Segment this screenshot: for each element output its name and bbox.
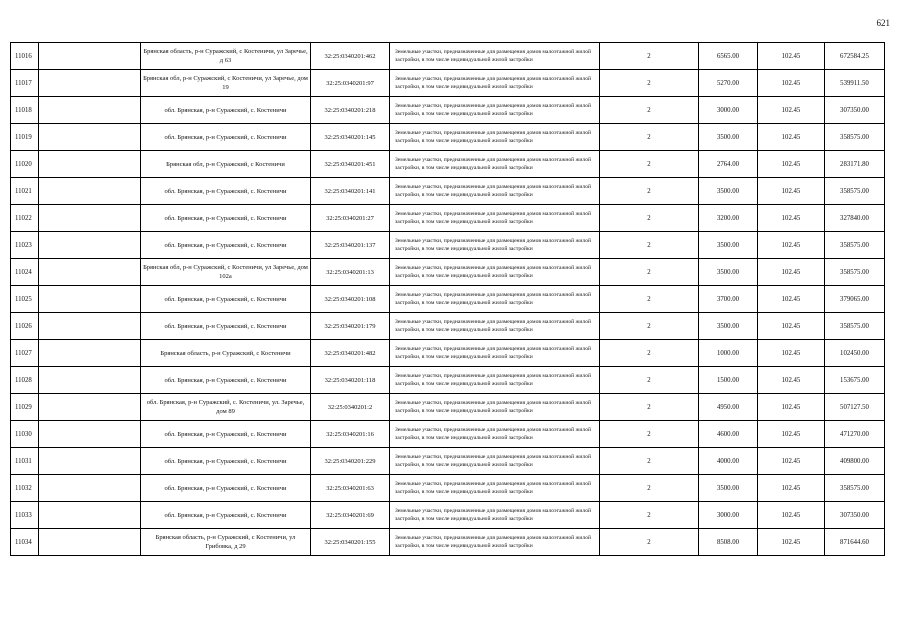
category-cell: 2 bbox=[600, 475, 699, 502]
spacer-cell bbox=[39, 421, 141, 448]
address-cell: обл. Брянская, р-н Суражский, с. Костеничи bbox=[141, 313, 311, 340]
cadastral-number-cell: 32:25:0340201:145 bbox=[311, 124, 390, 151]
land-use-type-cell: Земельные участки, предназначенные для размещения домов малоэтажной жилой застройки, в том числе индивидуальной жилой застройки bbox=[390, 502, 600, 529]
row-number: 11022 bbox=[11, 205, 39, 232]
spacer-cell bbox=[39, 367, 141, 394]
rate-cell: 102.45 bbox=[758, 394, 825, 421]
land-use-type-cell: Земельные участки, предназначенные для размещения домов малоэтажной жилой застройки, в том числе индивидуальной жилой застройки bbox=[390, 475, 600, 502]
spacer-cell bbox=[39, 124, 141, 151]
row-number: 11030 bbox=[11, 421, 39, 448]
category-cell: 2 bbox=[600, 178, 699, 205]
land-use-type-cell: Земельные участки, предназначенные для размещения домов малоэтажной жилой застройки, в том числе индивидуальной жилой застройки bbox=[390, 151, 600, 178]
rate-cell: 102.45 bbox=[758, 43, 825, 70]
cadastral-cost-cell: 307350.00 bbox=[825, 97, 885, 124]
category-cell: 2 bbox=[600, 421, 699, 448]
table-row bbox=[11, 232, 885, 259]
address-cell: обл. Брянская, р-н Суражский, с. Костеничи bbox=[141, 124, 311, 151]
table-row bbox=[11, 313, 885, 340]
table-row bbox=[11, 529, 885, 556]
cadastral-cost-cell: 871644.60 bbox=[825, 529, 885, 556]
table-row bbox=[11, 502, 885, 529]
cadastral-number-cell: 32:25:0340201:97 bbox=[311, 70, 390, 97]
row-number: 11033 bbox=[11, 502, 39, 529]
row-number: 11032 bbox=[11, 475, 39, 502]
cadastral-cost-cell: 358575.00 bbox=[825, 178, 885, 205]
row-number: 11021 bbox=[11, 178, 39, 205]
spacer-cell bbox=[39, 286, 141, 313]
spacer-cell bbox=[39, 259, 141, 286]
cadastral-number-cell: 32:25:0340201:118 bbox=[311, 367, 390, 394]
cadastral-number-cell: 32:25:0340201:16 bbox=[311, 421, 390, 448]
table-row bbox=[11, 151, 885, 178]
rate-cell: 102.45 bbox=[758, 259, 825, 286]
category-cell: 2 bbox=[600, 394, 699, 421]
row-number: 11026 bbox=[11, 313, 39, 340]
cadastral-cost-cell: 358575.00 bbox=[825, 232, 885, 259]
category-cell: 2 bbox=[600, 367, 699, 394]
area-cell: 4950.00 bbox=[699, 394, 758, 421]
table-row bbox=[11, 70, 885, 97]
address-cell: обл. Брянская, р-н Суражский, с. Костеничи bbox=[141, 178, 311, 205]
land-use-type-cell: Земельные участки, предназначенные для размещения домов малоэтажной жилой застройки, в том числе индивидуальной жилой застройки bbox=[390, 529, 600, 556]
rate-cell: 102.45 bbox=[758, 124, 825, 151]
row-number: 11025 bbox=[11, 286, 39, 313]
area-cell: 3500.00 bbox=[699, 178, 758, 205]
rate-cell: 102.45 bbox=[758, 70, 825, 97]
area-cell: 3500.00 bbox=[699, 313, 758, 340]
cadastral-cost-cell: 358575.00 bbox=[825, 124, 885, 151]
land-use-type-cell: Земельные участки, предназначенные для размещения домов малоэтажной жилой застройки, в том числе индивидуальной жилой застройки bbox=[390, 421, 600, 448]
address-cell: обл. Брянская, р-н Суражский, с. Костеничи bbox=[141, 286, 311, 313]
cadastral-cost-cell: 283171.80 bbox=[825, 151, 885, 178]
address-cell: Брянская область, р-н Суражский, с Костеничи bbox=[141, 340, 311, 367]
table-row bbox=[11, 178, 885, 205]
row-number: 11024 bbox=[11, 259, 39, 286]
land-use-type-cell: Земельные участки, предназначенные для размещения домов малоэтажной жилой застройки, в том числе индивидуальной жилой застройки bbox=[390, 43, 600, 70]
land-use-type-cell: Земельные участки, предназначенные для размещения домов малоэтажной жилой застройки, в том числе индивидуальной жилой застройки bbox=[390, 259, 600, 286]
spacer-cell bbox=[39, 448, 141, 475]
rate-cell: 102.45 bbox=[758, 313, 825, 340]
area-cell: 1500.00 bbox=[699, 367, 758, 394]
rate-cell: 102.45 bbox=[758, 421, 825, 448]
address-cell: обл. Брянская, р-н Суражский, с. Костеничи bbox=[141, 475, 311, 502]
table-row bbox=[11, 421, 885, 448]
category-cell: 2 bbox=[600, 151, 699, 178]
rate-cell: 102.45 bbox=[758, 97, 825, 124]
table-row bbox=[11, 97, 885, 124]
cadastral-cost-cell: 307350.00 bbox=[825, 502, 885, 529]
category-cell: 2 bbox=[600, 448, 699, 475]
rate-cell: 102.45 bbox=[758, 529, 825, 556]
spacer-cell bbox=[39, 97, 141, 124]
cadastral-number-cell: 32:25:0340201:482 bbox=[311, 340, 390, 367]
area-cell: 3500.00 bbox=[699, 475, 758, 502]
cadastral-cost-cell: 409800.00 bbox=[825, 448, 885, 475]
land-use-type-cell: Земельные участки, предназначенные для размещения домов малоэтажной жилой застройки, в том числе индивидуальной жилой застройки bbox=[390, 97, 600, 124]
category-cell: 2 bbox=[600, 205, 699, 232]
area-cell: 3500.00 bbox=[699, 232, 758, 259]
row-number: 11027 bbox=[11, 340, 39, 367]
cadastral-number-cell: 32:25:0340201:69 bbox=[311, 502, 390, 529]
spacer-cell bbox=[39, 205, 141, 232]
row-number: 11016 bbox=[11, 43, 39, 70]
table-row bbox=[11, 124, 885, 151]
table-row bbox=[11, 259, 885, 286]
category-cell: 2 bbox=[600, 286, 699, 313]
area-cell: 2764.00 bbox=[699, 151, 758, 178]
page-number: 621 bbox=[876, 18, 890, 28]
cadastral-number-cell: 32:25:0340201:137 bbox=[311, 232, 390, 259]
area-cell: 1000.00 bbox=[699, 340, 758, 367]
row-number: 11017 bbox=[11, 70, 39, 97]
spacer-cell bbox=[39, 43, 141, 70]
area-cell: 3000.00 bbox=[699, 97, 758, 124]
row-number: 11019 bbox=[11, 124, 39, 151]
land-registry-table bbox=[10, 42, 885, 556]
spacer-cell bbox=[39, 529, 141, 556]
land-use-type-cell: Земельные участки, предназначенные для размещения домов малоэтажной жилой застройки, в том числе индивидуальной жилой застройки bbox=[390, 394, 600, 421]
area-cell: 3200.00 bbox=[699, 205, 758, 232]
category-cell: 2 bbox=[600, 529, 699, 556]
address-cell: Брянская обл, р-н Суражский, с Костеничи, ул Заречье, дом 102а bbox=[141, 259, 311, 286]
address-cell: обл. Брянская, р-н Суражский, с. Костеничи bbox=[141, 97, 311, 124]
area-cell: 3000.00 bbox=[699, 502, 758, 529]
table-row bbox=[11, 448, 885, 475]
area-cell: 4000.00 bbox=[699, 448, 758, 475]
land-use-type-cell: Земельные участки, предназначенные для размещения домов малоэтажной жилой застройки, в том числе индивидуальной жилой застройки bbox=[390, 124, 600, 151]
cadastral-number-cell: 32:25:0340201:2 bbox=[311, 394, 390, 421]
cadastral-number-cell: 32:25:0340201:179 bbox=[311, 313, 390, 340]
land-use-type-cell: Земельные участки, предназначенные для размещения домов малоэтажной жилой застройки, в том числе индивидуальной жилой застройки bbox=[390, 340, 600, 367]
address-cell: обл. Брянская, р-н Суражский, с. Костеничи bbox=[141, 502, 311, 529]
rate-cell: 102.45 bbox=[758, 340, 825, 367]
table-row bbox=[11, 286, 885, 313]
cadastral-number-cell: 32:25:0340201:141 bbox=[311, 178, 390, 205]
spacer-cell bbox=[39, 151, 141, 178]
cadastral-cost-cell: 539911.50 bbox=[825, 70, 885, 97]
category-cell: 2 bbox=[600, 313, 699, 340]
category-cell: 2 bbox=[600, 502, 699, 529]
rate-cell: 102.45 bbox=[758, 205, 825, 232]
category-cell: 2 bbox=[600, 70, 699, 97]
area-cell: 4600.00 bbox=[699, 421, 758, 448]
spacer-cell bbox=[39, 178, 141, 205]
rate-cell: 102.45 bbox=[758, 448, 825, 475]
land-use-type-cell: Земельные участки, предназначенные для размещения домов малоэтажной жилой застройки, в том числе индивидуальной жилой застройки bbox=[390, 205, 600, 232]
area-cell: 3500.00 bbox=[699, 259, 758, 286]
address-cell: обл. Брянская, р-н Суражский, с. Костеничи bbox=[141, 448, 311, 475]
table-row bbox=[11, 340, 885, 367]
address-cell: Брянская обл, р-н Суражский, с Костеничи, ул Заречье, дом 19 bbox=[141, 70, 311, 97]
cadastral-number-cell: 32:25:0340201:218 bbox=[311, 97, 390, 124]
spacer-cell bbox=[39, 475, 141, 502]
cadastral-cost-cell: 102450.00 bbox=[825, 340, 885, 367]
spacer-cell bbox=[39, 340, 141, 367]
rate-cell: 102.45 bbox=[758, 178, 825, 205]
area-cell: 3700.00 bbox=[699, 286, 758, 313]
address-cell: обл. Брянская, р-н Суражский, с. Костеничи, ул. Заречье, дом 89 bbox=[141, 394, 311, 421]
address-cell: Брянская область, р-н Суражский, с Костеничи, ул Заречье, д 63 bbox=[141, 43, 311, 70]
cadastral-number-cell: 32:25:0340201:108 bbox=[311, 286, 390, 313]
rate-cell: 102.45 bbox=[758, 367, 825, 394]
table-body bbox=[11, 43, 885, 556]
cadastral-cost-cell: 471270.00 bbox=[825, 421, 885, 448]
cadastral-number-cell: 32:25:0340201:63 bbox=[311, 475, 390, 502]
area-cell: 5270.00 bbox=[699, 70, 758, 97]
row-number: 11020 bbox=[11, 151, 39, 178]
rate-cell: 102.45 bbox=[758, 232, 825, 259]
cadastral-cost-cell: 358575.00 bbox=[825, 259, 885, 286]
land-use-type-cell: Земельные участки, предназначенные для размещения домов малоэтажной жилой застройки, в том числе индивидуальной жилой застройки bbox=[390, 232, 600, 259]
row-number: 11034 bbox=[11, 529, 39, 556]
row-number: 11023 bbox=[11, 232, 39, 259]
area-cell: 3500.00 bbox=[699, 124, 758, 151]
spacer-cell bbox=[39, 502, 141, 529]
land-use-type-cell: Земельные участки, предназначенные для размещения домов малоэтажной жилой застройки, в том числе индивидуальной жилой застройки bbox=[390, 286, 600, 313]
category-cell: 2 bbox=[600, 340, 699, 367]
cadastral-cost-cell: 153675.00 bbox=[825, 367, 885, 394]
address-cell: обл. Брянская, р-н Суражский, с. Костеничи bbox=[141, 205, 311, 232]
area-cell: 6565.00 bbox=[699, 43, 758, 70]
cadastral-cost-cell: 379065.00 bbox=[825, 286, 885, 313]
land-use-type-cell: Земельные участки, предназначенные для размещения домов малоэтажной жилой застройки, в том числе индивидуальной жилой застройки bbox=[390, 448, 600, 475]
category-cell: 2 bbox=[600, 97, 699, 124]
table-row bbox=[11, 43, 885, 70]
cadastral-number-cell: 32:25:0340201:462 bbox=[311, 43, 390, 70]
rate-cell: 102.45 bbox=[758, 151, 825, 178]
land-use-type-cell: Земельные участки, предназначенные для размещения домов малоэтажной жилой застройки, в том числе индивидуальной жилой застройки bbox=[390, 70, 600, 97]
table-row bbox=[11, 475, 885, 502]
cadastral-number-cell: 32:25:0340201:27 bbox=[311, 205, 390, 232]
category-cell: 2 bbox=[600, 43, 699, 70]
category-cell: 2 bbox=[600, 259, 699, 286]
cadastral-number-cell: 32:25:0340201:155 bbox=[311, 529, 390, 556]
area-cell: 8508.00 bbox=[699, 529, 758, 556]
cadastral-cost-cell: 327840.00 bbox=[825, 205, 885, 232]
cadastral-number-cell: 32:25:0340201:13 bbox=[311, 259, 390, 286]
row-number: 11018 bbox=[11, 97, 39, 124]
table-row bbox=[11, 205, 885, 232]
cadastral-cost-cell: 358575.00 bbox=[825, 475, 885, 502]
cadastral-number-cell: 32:25:0340201:229 bbox=[311, 448, 390, 475]
address-cell: Брянская область, р-н Суражский, с Костеничи, ул Грибовка, д 29 bbox=[141, 529, 311, 556]
spacer-cell bbox=[39, 232, 141, 259]
address-cell: обл. Брянская, р-н Суражский, с. Костеничи bbox=[141, 421, 311, 448]
row-number: 11028 bbox=[11, 367, 39, 394]
cadastral-number-cell: 32:25:0340201:451 bbox=[311, 151, 390, 178]
land-use-type-cell: Земельные участки, предназначенные для размещения домов малоэтажной жилой застройки, в том числе индивидуальной жилой застройки bbox=[390, 178, 600, 205]
cadastral-cost-cell: 507127.50 bbox=[825, 394, 885, 421]
category-cell: 2 bbox=[600, 232, 699, 259]
cadastral-cost-cell: 672584.25 bbox=[825, 43, 885, 70]
land-use-type-cell: Земельные участки, предназначенные для размещения домов малоэтажной жилой застройки, в том числе индивидуальной жилой застройки bbox=[390, 367, 600, 394]
spacer-cell bbox=[39, 313, 141, 340]
address-cell: обл. Брянская, р-н Суражский, с. Костеничи bbox=[141, 232, 311, 259]
land-use-type-cell: Земельные участки, предназначенные для размещения домов малоэтажной жилой застройки, в том числе индивидуальной жилой застройки bbox=[390, 313, 600, 340]
rate-cell: 102.45 bbox=[758, 475, 825, 502]
spacer-cell bbox=[39, 394, 141, 421]
address-cell: Брянская обл, р-н Суражский, с Костеничи bbox=[141, 151, 311, 178]
row-number: 11029 bbox=[11, 394, 39, 421]
address-cell: обл. Брянская, р-н Суражский, с. Костеничи bbox=[141, 367, 311, 394]
category-cell: 2 bbox=[600, 124, 699, 151]
cadastral-cost-cell: 358575.00 bbox=[825, 313, 885, 340]
table-row bbox=[11, 394, 885, 421]
spacer-cell bbox=[39, 70, 141, 97]
rate-cell: 102.45 bbox=[758, 286, 825, 313]
row-number: 11031 bbox=[11, 448, 39, 475]
table-row bbox=[11, 367, 885, 394]
rate-cell: 102.45 bbox=[758, 502, 825, 529]
